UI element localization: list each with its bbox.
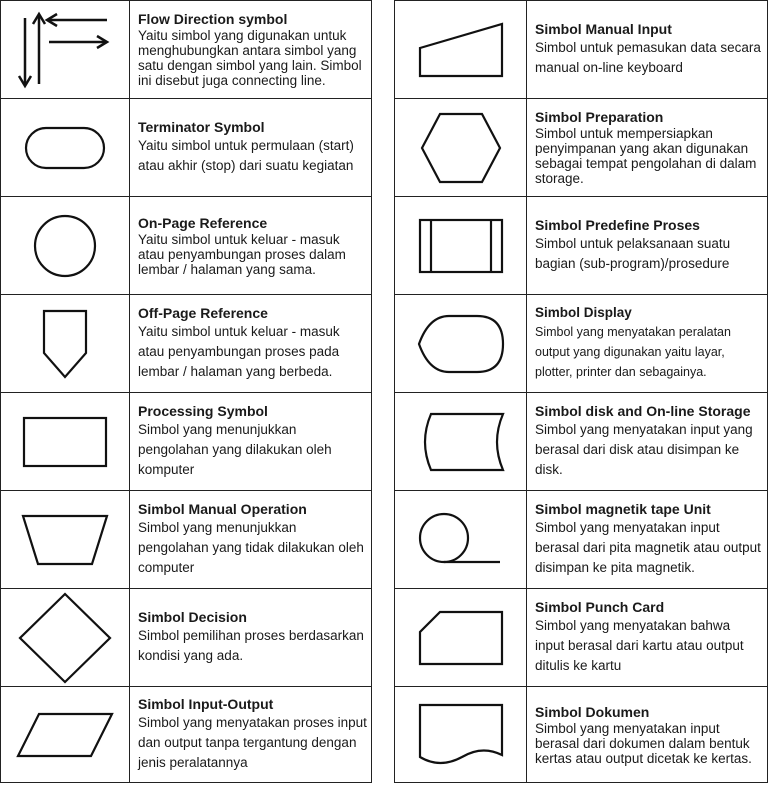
symbol-cell [1,393,130,491]
symbol-title: Simbol Dokumen [535,703,650,720]
table-row [395,687,768,783]
symbol-cell [395,197,527,295]
table-row [1,687,372,783]
symbol-title: Simbol Display [535,305,632,320]
symbol-title: Simbol Predefine Proses [535,217,700,233]
description-cell [130,1,372,99]
symbol-description: Simbol yang menyatakan input berasal dari pita magnetik atau output disimpan ke pita magnetik. [535,520,761,575]
description-cell [527,393,768,491]
description-cell [130,393,372,491]
table-row [395,589,768,687]
description-cell [130,295,372,393]
symbol-cell [1,197,130,295]
symbol-cell [395,687,527,783]
symbol-cell [1,295,130,393]
magnetic-tape-icon [416,505,506,575]
symbol-cell [1,491,130,589]
symbol-description: Simbol yang menyatakan input berasal dari dokumen dalam bentuk kertas atau output dicetak ke kertas. [535,720,752,766]
symbol-title: Simbol magnetik tape Unit [535,501,711,517]
symbol-description: Yaitu simbol untuk keluar - masuk atau penyambungan proses dalam lembar / halaman yang sama. [138,231,346,277]
description-cell [130,491,372,589]
description-cell [527,687,768,783]
symbol-description: Simbol yang menunjukkan pengolahan yang tidak dilakukan oleh computer [138,520,364,575]
symbol-title: Terminator Symbol [138,119,265,135]
table-row [1,197,372,295]
processing-icon [20,414,110,470]
description-cell [130,99,372,197]
table-row [395,393,768,491]
description-cell [527,1,768,99]
symbol-description: Simbol untuk pemasukan data secara manual on-line keyboard [535,40,761,75]
table-row [395,197,768,295]
flow-direction-arrows-icon [15,10,115,90]
table-row [1,99,372,197]
description-cell [527,295,768,393]
off-page-reference-icon [40,307,90,381]
table-row [395,295,768,393]
symbol-title: On-Page Reference [138,214,268,231]
table-row [1,295,372,393]
on-page-reference-icon [30,211,100,281]
description-cell [130,589,372,687]
symbol-description: Simbol untuk pelaksanaan suatu bagian (sub-program)/prosedure [535,236,731,271]
symbol-cell [395,393,527,491]
symbol-title: Flow Direction symbol [138,11,288,27]
description-cell [527,491,768,589]
symbol-cell [1,1,130,99]
description-cell [130,197,372,295]
symbol-title: Simbol Input-Output [138,696,274,712]
manual-input-icon [416,20,506,80]
document-icon [416,701,506,769]
symbol-title: Processing Symbol [138,403,268,419]
right-symbol-table [394,0,768,783]
description-cell [527,99,768,197]
preparation-icon [418,110,504,186]
description-cell [130,687,372,783]
symbol-description: Simbol yang menyatakan proses input dan output tanpa tergantung dengan jenis peralatannya [138,715,367,770]
decision-icon [17,591,113,685]
symbol-description: Yaitu simbol yang digunakan untuk menghubungkan antara simbol yang satu dengan simbol yang lain. Simbol ini disebut juga connecting line. [138,28,362,88]
description-cell [527,197,768,295]
symbol-title: Simbol Manual Input [535,21,672,37]
terminator-icon [23,123,107,173]
table-row [1,393,372,491]
manual-operation-icon [20,512,110,568]
input-output-icon [15,710,115,760]
left-symbol-table [0,0,372,783]
symbol-cell [1,99,130,197]
table-row [395,1,768,99]
table-row [395,491,768,589]
symbol-description: Simbol yang menyatakan peralatan output yang digunakan yaitu layar, plotter, printer dan sebagainya. [535,325,731,379]
disk-storage-icon [415,410,507,474]
symbol-description: Simbol yang menyatakan bahwa input berasal dari kartu atau output ditulis ke kartu [535,618,744,673]
symbol-description: Yaitu simbol untuk keluar - masuk atau penyambungan proses pada lembar / halaman yang berbeda. [138,324,340,379]
symbol-cell [395,491,527,589]
symbol-title: Simbol Manual Operation [138,501,307,517]
symbol-description: Simbol yang menunjukkan pengolahan yang dilakukan oleh komputer [138,422,332,477]
symbol-cell [395,1,527,99]
symbol-title: Simbol Punch Card [535,599,665,615]
symbol-title: Simbol disk and On-line Storage [535,403,751,419]
predefined-process-icon [416,216,506,276]
symbol-title: Off-Page Reference [138,305,268,321]
table-row [1,1,372,99]
table-row [1,491,372,589]
symbol-cell [1,687,130,783]
table-row [1,589,372,687]
symbol-description: Simbol yang menyatakan input yang berasal dari disk atau disimpan ke disk. [535,422,753,477]
symbol-description: Simbol pemilihan proses berdasarkan kondisi yang ada. [138,628,364,663]
punch-card-icon [416,608,506,668]
symbol-cell [395,589,527,687]
display-icon [415,312,507,376]
symbol-title: Simbol Preparation [535,109,664,125]
symbol-description: Simbol untuk mempersiapkan penyimpanan yang akan digunakan sebagai tempat pengolahan di dalam storage. [535,126,757,186]
table-row [395,99,768,197]
symbol-description: Yaitu simbol untuk permulaan (start) atau akhir (stop) dari suatu kegiatan [138,138,354,173]
symbol-cell [395,99,527,197]
symbol-cell [1,589,130,687]
description-cell [527,589,768,687]
symbol-title: Simbol Decision [138,609,247,625]
symbol-cell [395,295,527,393]
